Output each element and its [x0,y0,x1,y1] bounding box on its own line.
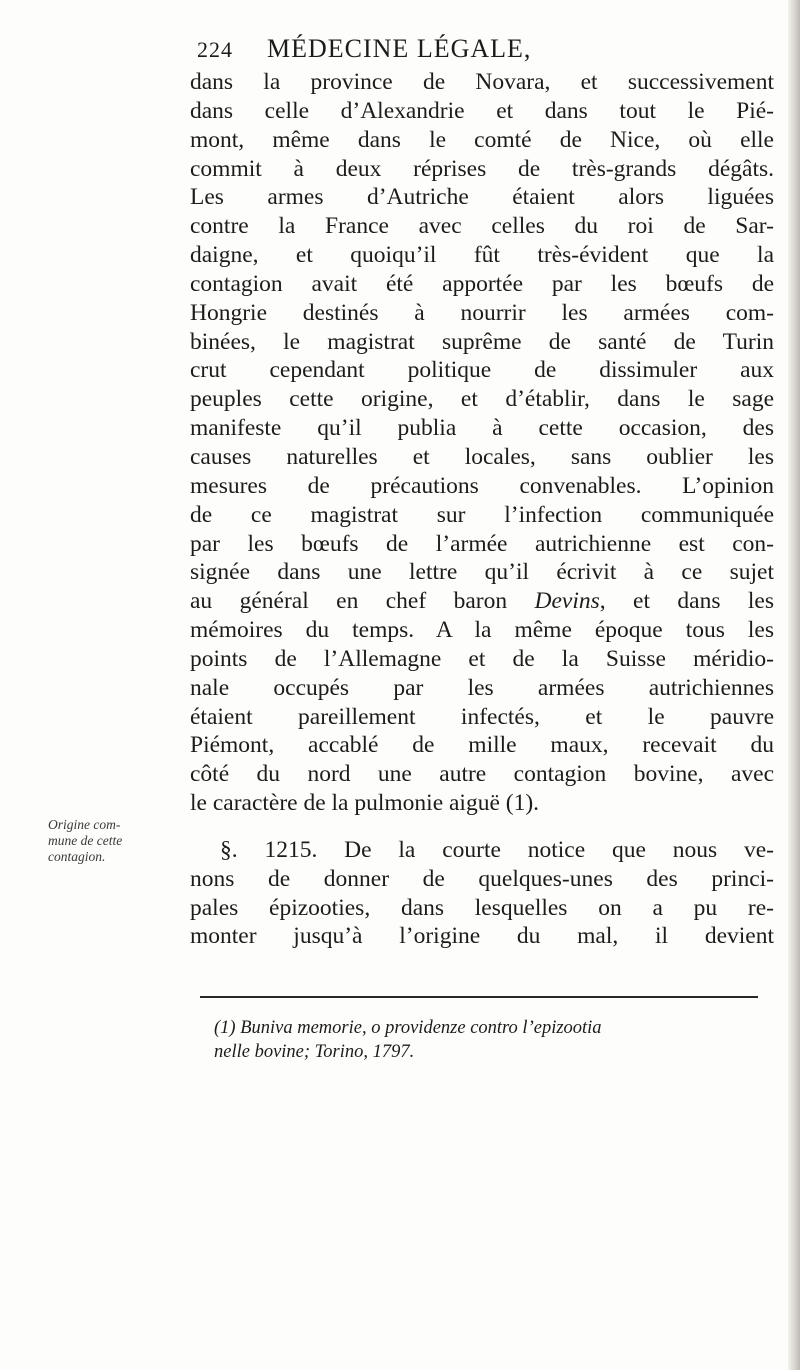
text-line: points de l’Allemagne et de la Suisse méridio- [190,645,774,672]
text-line: causes naturelles et locales, sans oublier les [190,443,774,470]
margin-note [48,817,188,865]
text-line: §. 1215. De la courte notice que nous ve- [220,836,774,863]
footnote-rule [200,996,758,998]
running-head [197,34,757,70]
text-line: nale occupés par les armées autrichiennes [190,674,774,701]
text-line: binées, le magistrat suprême de santé de Turin [190,328,774,355]
margin-note-line: contagion. [48,849,106,864]
margin-note-line: mune de cette [48,833,123,848]
text-run: , et dans les [599,588,775,615]
text-line: pales épizooties, dans lesquelles on a pu re- [190,894,774,921]
paragraph-2 [190,836,774,951]
text-line: Les armes d’Autriche étaient alors liguées [190,184,774,211]
italic-name: Devins [534,588,600,615]
text-line: mesures de précautions convenables. L’opinion [190,472,774,499]
text-line: mémoires du temps. A la même époque tous les [190,617,774,644]
footnote-line: (1) Buniva memorie, o providenze contro l’epizootia [214,1018,602,1038]
text-line: daigne, et quoiqu’il fût très-évident que la [190,242,774,269]
text-line: le caractère de la pulmonie aiguë (1). [190,790,540,817]
body-text [190,68,774,951]
text-line: signée dans une lettre qu’il écrivit à ce sujet [190,559,774,586]
page-number: 224 [197,37,233,62]
text-line: commit à deux réprises de très-grands dégâts. [190,155,774,182]
text-line: contagion avait été apportée par les bœufs de [190,270,774,297]
text-line: par les bœufs de l’armée autrichienne est con- [190,530,774,557]
text-line: nons de donner de quelques-unes des princi- [190,865,774,892]
footnote-line: nelle bovine; Torino, 1797. [214,1042,415,1062]
text-line: Hongrie destinés à nourrir les armées com- [190,299,774,326]
text-line: dans celle d’Alexandrie et dans tout le Pié- [190,97,774,124]
text-line: de ce magistrat sur l’infection communiquée [190,501,774,528]
page-edge-shadow [788,0,800,1370]
text-line: peuples cette origine, et d’établir, dans le sage [190,386,774,413]
text-line: crut cependant politique de dissimuler aux [190,357,774,384]
text-line-with-italic [190,587,774,616]
text-line: manifeste qu’il publia à cette occasion, des [190,415,774,442]
text-line: Piémont, accablé de mille maux, recevait du [190,732,774,759]
text-line: dans la province de Novara, et successivement [190,69,774,95]
text-line: monter jusqu’à l’origine du mal, il devient [190,923,774,950]
footnote [214,1016,774,1064]
paragraph-1 [190,68,774,818]
text-line: mont, même dans le comté de Nice, où elle [190,126,774,153]
text-line: étaient pareillement infectés, et le pauvre [190,703,774,730]
paragraph-gap [190,818,774,836]
text-run: au général en chef baron [190,588,535,615]
margin-note-line: Origine com- [48,817,121,832]
text-line: côté du nord une autre contagion bovine, avec [190,761,774,788]
running-title: MÉDECINE LÉGALE, [267,34,532,63]
text-line: contre la France avec celles du roi de Sar- [190,213,774,240]
